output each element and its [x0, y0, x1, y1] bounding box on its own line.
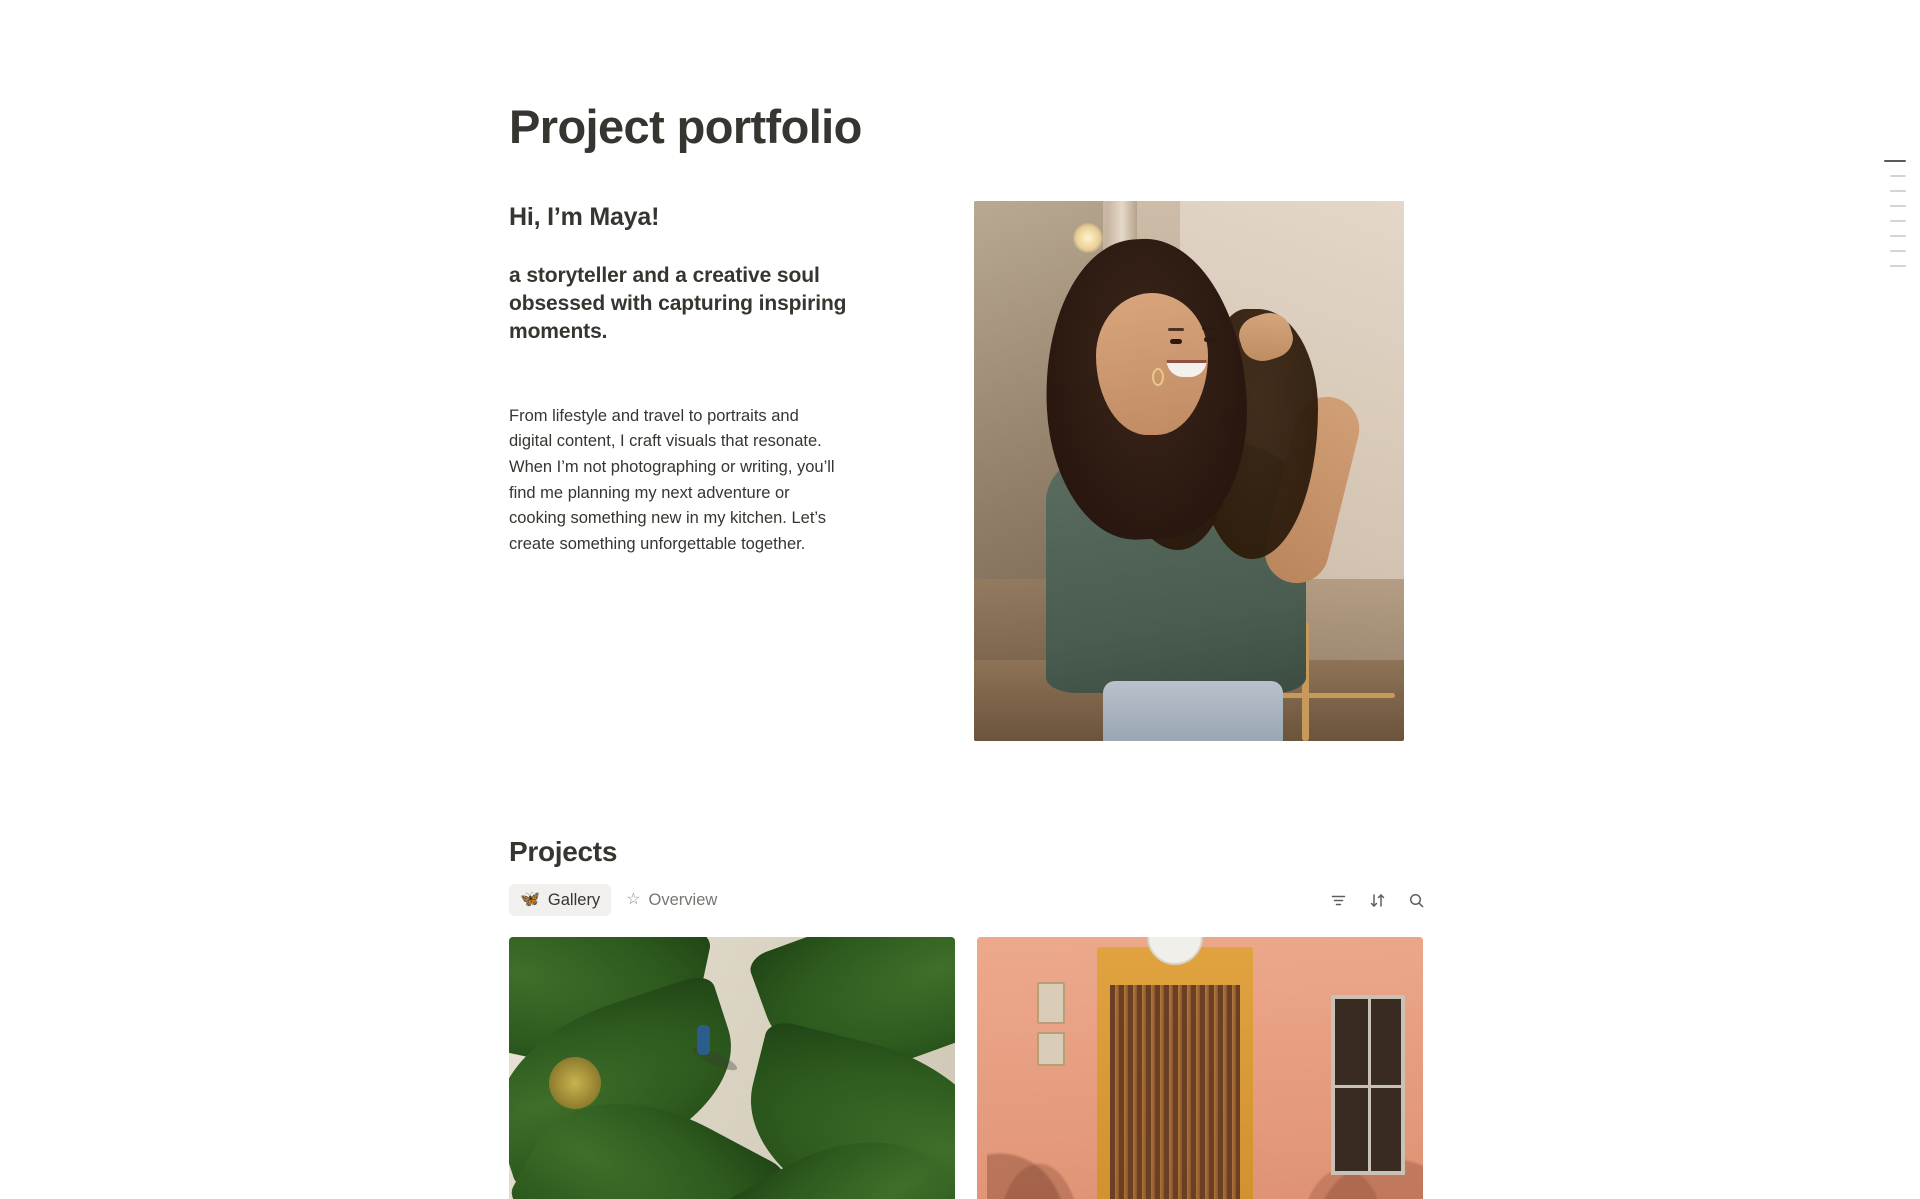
- view-tabs: [509, 884, 728, 916]
- portrait-jeans: [1103, 681, 1283, 741]
- minimap-line[interactable]: [1890, 205, 1906, 207]
- page-minimap[interactable]: [1872, 160, 1906, 267]
- view-actions: [1327, 889, 1429, 911]
- tab-overview-label: Overview: [648, 890, 718, 909]
- intro-text-block: [509, 201, 914, 557]
- minimap-line[interactable]: [1890, 175, 1906, 177]
- tagline-text: a storyteller and a creative soul obsessed with capturing inspiring moments.: [509, 263, 847, 343]
- greeting-heading: Hi, I’m Maya!: [509, 203, 660, 232]
- tab-gallery[interactable]: [509, 884, 611, 916]
- projects-heading: Projects: [509, 836, 618, 868]
- search-icon[interactable]: [1405, 889, 1427, 911]
- tab-overview[interactable]: [615, 884, 728, 916]
- sort-icon[interactable]: [1366, 889, 1388, 911]
- wall-lamp-upper: [1037, 982, 1065, 1024]
- door-panel: [1110, 985, 1240, 1199]
- projects-section: [509, 836, 1429, 1199]
- portrait-rail-horizontal: [1266, 693, 1395, 698]
- person-figure: [697, 1025, 710, 1055]
- minimap-line[interactable]: [1890, 235, 1906, 237]
- page-title: Project portfolio: [509, 100, 862, 153]
- content-column: [509, 0, 1429, 1199]
- project-gallery: [509, 937, 1429, 1199]
- portrait-container: [974, 201, 1404, 741]
- bio-paragraph: From lifestyle and travel to portraits and digital content, I craft visuals that resonate. When I’m not photographing or writing, you’ll find me planning my next adventure or cooking something new in my kitchen. Let’s create something unforgettable together.: [509, 406, 835, 553]
- intro-section: [509, 201, 1429, 741]
- tab-gallery-label: Gallery: [547, 890, 601, 909]
- view-toolbar: [509, 883, 1429, 917]
- wall-lamp-lower: [1037, 1032, 1065, 1066]
- butterfly-icon: 🦋: [520, 891, 540, 909]
- minimap-line[interactable]: [1890, 220, 1906, 222]
- minimap-line[interactable]: [1884, 160, 1906, 162]
- portrait-lamp-glow: [1073, 223, 1103, 253]
- minimap-line[interactable]: [1890, 190, 1906, 192]
- filter-icon[interactable]: [1327, 889, 1349, 911]
- portrait-brow-right: [1202, 327, 1218, 330]
- minimap-line[interactable]: [1890, 250, 1906, 252]
- portrait-eye-right: [1204, 337, 1216, 342]
- palm-trees-aerial-card[interactable]: [509, 937, 955, 1199]
- minimap-line[interactable]: [1890, 265, 1906, 267]
- portrait-eye-left: [1170, 339, 1182, 344]
- orange-house-door-card[interactable]: [977, 937, 1423, 1199]
- barred-window: [1331, 995, 1405, 1175]
- portrait-image: [974, 201, 1404, 741]
- coconut-cluster: [549, 1057, 601, 1109]
- star-icon: ☆: [626, 891, 641, 909]
